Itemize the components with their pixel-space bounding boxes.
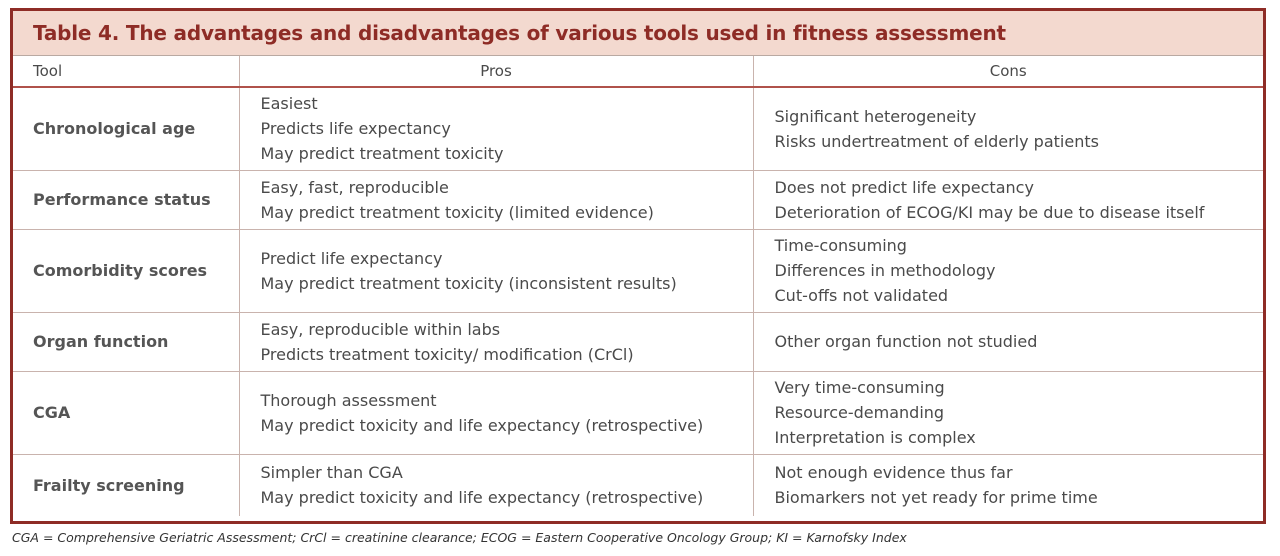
cons-line: Very time-consuming [774, 378, 945, 397]
pros-line: Predict life expectancy [260, 248, 443, 268]
cons-line: Does not predict life expectancy [774, 177, 1034, 197]
cons-cell [753, 170, 1263, 229]
fitness-tools-table [13, 56, 1263, 516]
tool-cell: Comorbidity scores [13, 229, 239, 312]
pros-line: May predict toxicity and life expectancy (retrospective) [260, 488, 704, 508]
header-tool: Tool [13, 56, 239, 87]
table-row [13, 371, 1263, 454]
pros-line: May predict treatment toxicity (inconsistent results) [260, 273, 677, 293]
cons-line: Deterioration of ECOG/KI may be due to disease itself [774, 202, 1205, 222]
pros-line: Easiest [260, 94, 318, 114]
pros-line: Easy, fast, reproducible [260, 177, 449, 197]
pros-cell [239, 170, 753, 229]
pros-line: Predicts treatment toxicity/ modification (CrCl) [260, 344, 634, 364]
cons-line: Not enough evidence thus far [774, 463, 1013, 483]
pros-cell [239, 371, 753, 454]
pros-line: Predicts life expectancy [260, 119, 451, 139]
table-footnote: CGA = Comprehensive Geriatric Assessment; CrCl = creatinine clearance; ECOG = Eastern Cooperative Oncology Group; KI = Karnofsky Index [12, 530, 907, 545]
tool-cell: Chronological age [13, 87, 239, 170]
header-cons: Cons [753, 56, 1263, 87]
cons-cell [753, 312, 1263, 371]
cons-line: Cut-offs not validated [774, 286, 949, 305]
pros-line: Simpler than CGA [260, 463, 403, 483]
cons-line: Biomarkers not yet ready for prime time [774, 488, 1098, 508]
cons-cell [753, 229, 1263, 312]
cons-line: Differences in methodology [774, 261, 996, 280]
pros-line: May predict toxicity and life expectancy (retrospective) [260, 415, 704, 435]
cons-line: Resource-demanding [774, 403, 945, 422]
table-title: Table 4. The advantages and disadvantages of various tools used in fitness assessment [33, 21, 1006, 45]
tool-cell: Organ function [13, 312, 239, 371]
pros-cell [239, 87, 753, 170]
cons-line: Other organ function not studied [774, 332, 1038, 351]
cons-line: Interpretation is complex [774, 428, 976, 447]
pros-line: May predict treatment toxicity (limited evidence) [260, 202, 654, 222]
pros-line: May predict treatment toxicity [260, 144, 504, 164]
table-row [13, 170, 1263, 229]
cons-line: Time-consuming [774, 236, 907, 255]
header-pros: Pros [239, 56, 753, 87]
tool-cell: Frailty screening [33, 475, 185, 495]
cons-line: Risks undertreatment of elderly patients [774, 131, 1099, 151]
table-frame [10, 8, 1266, 524]
table-row [13, 312, 1263, 371]
cons-line: Significant heterogeneity [774, 106, 977, 126]
pros-cell [239, 229, 753, 312]
title-bar [13, 11, 1263, 56]
header-row [13, 56, 1263, 87]
table-row [13, 229, 1263, 312]
tool-cell: Performance status [13, 170, 239, 229]
pros-line: Thorough assessment [260, 390, 437, 410]
cons-cell [753, 454, 1263, 516]
pros-cell [239, 312, 753, 371]
tool-cell: CGA [13, 371, 239, 454]
cons-cell [753, 87, 1263, 170]
table-row [13, 454, 1263, 516]
pros-line: Easy, reproducible within labs [260, 319, 501, 339]
cons-cell [753, 371, 1263, 454]
table-row [13, 87, 1263, 170]
pros-cell [239, 454, 753, 516]
